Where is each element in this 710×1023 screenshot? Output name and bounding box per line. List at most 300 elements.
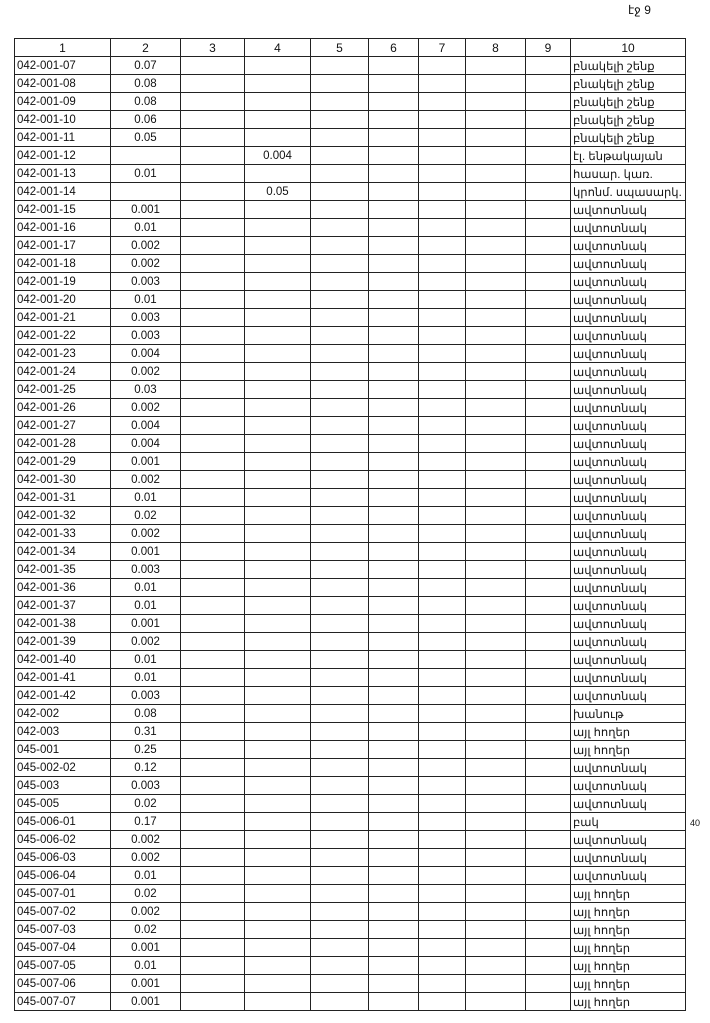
cell-col-9	[526, 687, 571, 705]
cell-col-7	[419, 975, 466, 993]
table-row	[15, 345, 686, 363]
cell-col-9	[526, 597, 571, 615]
cell-col-8	[466, 975, 526, 993]
cell-col-8	[466, 255, 526, 273]
cell-col-3	[181, 201, 245, 219]
cell-col-3	[181, 129, 245, 147]
cell-col-3	[181, 111, 245, 129]
cell-col-2: 0.12	[111, 759, 181, 777]
cell-col-1: 045-006-02	[15, 831, 111, 849]
land-table	[14, 38, 686, 1011]
cell-col-6	[369, 741, 419, 759]
cell-col-7	[419, 345, 466, 363]
cell-col-6	[369, 633, 419, 651]
cell-col-5	[311, 471, 369, 489]
cell-col-1: 045-007-06	[15, 975, 111, 993]
cell-col-3	[181, 183, 245, 201]
cell-col-8	[466, 75, 526, 93]
table-row	[15, 399, 686, 417]
cell-col-2: 0.004	[111, 435, 181, 453]
cell-col-7	[419, 237, 466, 255]
table-row	[15, 363, 686, 381]
column-header-7: 7	[419, 39, 466, 57]
cell-col-8	[466, 579, 526, 597]
cell-col-3	[181, 867, 245, 885]
cell-col-5	[311, 183, 369, 201]
cell-col-5	[311, 399, 369, 417]
column-header-6: 6	[369, 39, 419, 57]
cell-col-7	[419, 525, 466, 543]
cell-col-7	[419, 867, 466, 885]
column-header-4: 4	[245, 39, 311, 57]
cell-col-3	[181, 669, 245, 687]
cell-col-1: 042-001-24	[15, 363, 111, 381]
cell-col-4	[245, 831, 311, 849]
cell-col-10: ավտոտնակ	[571, 507, 686, 525]
cell-col-5	[311, 777, 369, 795]
cell-col-3	[181, 849, 245, 867]
cell-col-1: 042-001-25	[15, 381, 111, 399]
cell-col-1: 042-001-21	[15, 309, 111, 327]
cell-col-3	[181, 543, 245, 561]
cell-col-5	[311, 795, 369, 813]
cell-col-3	[181, 597, 245, 615]
cell-col-5	[311, 237, 369, 255]
cell-col-7	[419, 705, 466, 723]
table-row	[15, 507, 686, 525]
cell-col-8	[466, 759, 526, 777]
cell-col-9	[526, 705, 571, 723]
cell-col-4	[245, 489, 311, 507]
cell-col-2: 0.004	[111, 417, 181, 435]
cell-col-8	[466, 435, 526, 453]
cell-col-3	[181, 903, 245, 921]
cell-col-5	[311, 129, 369, 147]
cell-col-8	[466, 993, 526, 1011]
cell-col-4	[245, 543, 311, 561]
cell-col-9	[526, 651, 571, 669]
cell-col-4	[245, 993, 311, 1011]
cell-col-3	[181, 489, 245, 507]
cell-col-8	[466, 885, 526, 903]
cell-col-5	[311, 561, 369, 579]
cell-col-10: ավտոտնակ	[571, 327, 686, 345]
cell-col-1: 045-007-03	[15, 921, 111, 939]
cell-col-1: 042-001-22	[15, 327, 111, 345]
cell-col-4	[245, 435, 311, 453]
cell-col-5	[311, 507, 369, 525]
cell-col-2: 0.001	[111, 939, 181, 957]
cell-col-9	[526, 93, 571, 111]
cell-col-1: 045-006-04	[15, 867, 111, 885]
cell-col-5	[311, 291, 369, 309]
cell-col-7	[419, 93, 466, 111]
cell-col-3	[181, 561, 245, 579]
cell-col-10: էլ. ենթակայան	[571, 147, 686, 165]
table-row	[15, 453, 686, 471]
cell-col-3	[181, 975, 245, 993]
cell-col-10: ավտոտնակ	[571, 849, 686, 867]
cell-col-3	[181, 723, 245, 741]
cell-col-6	[369, 849, 419, 867]
cell-col-2: 0.004	[111, 345, 181, 363]
cell-col-3	[181, 363, 245, 381]
table-row	[15, 201, 686, 219]
cell-col-5	[311, 165, 369, 183]
cell-col-5	[311, 615, 369, 633]
cell-col-7	[419, 939, 466, 957]
table-row	[15, 237, 686, 255]
cell-col-5	[311, 885, 369, 903]
cell-col-2: 0.001	[111, 453, 181, 471]
cell-col-4	[245, 705, 311, 723]
cell-col-9	[526, 111, 571, 129]
cell-col-6	[369, 615, 419, 633]
cell-col-7	[419, 885, 466, 903]
cell-col-4	[245, 759, 311, 777]
cell-col-10: բնակելի շենք	[571, 129, 686, 147]
cell-col-2: 0.25	[111, 741, 181, 759]
table-row	[15, 435, 686, 453]
cell-col-7	[419, 363, 466, 381]
cell-col-4	[245, 579, 311, 597]
cell-col-2: 0.01	[111, 597, 181, 615]
table-row	[15, 93, 686, 111]
cell-col-4: 0.05	[245, 183, 311, 201]
cell-col-1: 042-001-19	[15, 273, 111, 291]
cell-col-3	[181, 795, 245, 813]
cell-col-5	[311, 993, 369, 1011]
cell-col-5	[311, 435, 369, 453]
cell-col-3	[181, 93, 245, 111]
cell-col-4	[245, 471, 311, 489]
cell-col-5	[311, 579, 369, 597]
cell-col-7	[419, 687, 466, 705]
cell-col-10: ավտոտնակ	[571, 615, 686, 633]
cell-col-2: 0.003	[111, 327, 181, 345]
cell-col-6	[369, 651, 419, 669]
cell-col-8	[466, 345, 526, 363]
cell-col-5	[311, 903, 369, 921]
cell-col-4	[245, 129, 311, 147]
cell-col-5	[311, 57, 369, 75]
cell-col-10: ավտոտնակ	[571, 525, 686, 543]
cell-col-8	[466, 903, 526, 921]
cell-col-8	[466, 957, 526, 975]
cell-col-7	[419, 111, 466, 129]
table-row	[15, 525, 686, 543]
cell-col-8	[466, 813, 526, 831]
cell-col-8	[466, 129, 526, 147]
table-row	[15, 885, 686, 903]
cell-col-2: 0.01	[111, 291, 181, 309]
cell-col-10: ավտոտնակ	[571, 633, 686, 651]
cell-col-4	[245, 309, 311, 327]
cell-col-6	[369, 831, 419, 849]
cell-col-9	[526, 615, 571, 633]
cell-col-4	[245, 939, 311, 957]
cell-col-1: 042-001-10	[15, 111, 111, 129]
cell-col-7	[419, 561, 466, 579]
cell-col-6	[369, 417, 419, 435]
cell-col-4	[245, 57, 311, 75]
header-row	[15, 39, 686, 57]
cell-col-2: 0.001	[111, 615, 181, 633]
cell-col-1: 045-006-01	[15, 813, 111, 831]
cell-col-1: 042-001-12	[15, 147, 111, 165]
cell-col-10: ավտոտնակ	[571, 453, 686, 471]
table-row	[15, 921, 686, 939]
cell-col-8	[466, 723, 526, 741]
cell-col-5	[311, 417, 369, 435]
cell-col-1: 045-002-02	[15, 759, 111, 777]
cell-col-9	[526, 939, 571, 957]
cell-col-9	[526, 957, 571, 975]
cell-col-6	[369, 777, 419, 795]
cell-col-2: 0.02	[111, 885, 181, 903]
cell-col-7	[419, 597, 466, 615]
cell-col-7	[419, 777, 466, 795]
cell-col-3	[181, 939, 245, 957]
cell-col-10: ավտոտնակ	[571, 777, 686, 795]
table-row	[15, 75, 686, 93]
cell-col-9	[526, 489, 571, 507]
cell-col-2: 0.08	[111, 75, 181, 93]
cell-col-5	[311, 741, 369, 759]
cell-col-4	[245, 453, 311, 471]
cell-col-8	[466, 525, 526, 543]
cell-col-7	[419, 183, 466, 201]
cell-col-1: 042-001-28	[15, 435, 111, 453]
cell-col-2: 0.01	[111, 579, 181, 597]
cell-col-10: այլ հողեր	[571, 723, 686, 741]
cell-col-8	[466, 615, 526, 633]
cell-col-10: բնակելի շենք	[571, 75, 686, 93]
cell-col-4	[245, 75, 311, 93]
cell-col-7	[419, 993, 466, 1011]
cell-col-10: բնակելի շենք	[571, 93, 686, 111]
cell-col-6	[369, 921, 419, 939]
cell-col-9	[526, 561, 571, 579]
cell-col-10: ավտոտնակ	[571, 831, 686, 849]
cell-col-5	[311, 867, 369, 885]
cell-col-2: 0.001	[111, 201, 181, 219]
cell-col-3	[181, 345, 245, 363]
cell-col-4	[245, 201, 311, 219]
cell-col-7	[419, 57, 466, 75]
cell-col-4	[245, 273, 311, 291]
cell-col-6	[369, 885, 419, 903]
cell-col-10: բակ	[571, 813, 686, 831]
cell-col-6	[369, 147, 419, 165]
cell-col-7	[419, 741, 466, 759]
cell-col-5	[311, 489, 369, 507]
cell-col-1: 045-006-03	[15, 849, 111, 867]
cell-col-8	[466, 201, 526, 219]
cell-col-9	[526, 147, 571, 165]
cell-col-7	[419, 633, 466, 651]
cell-col-5	[311, 363, 369, 381]
table-row	[15, 579, 686, 597]
cell-col-3	[181, 237, 245, 255]
cell-col-9	[526, 237, 571, 255]
cell-col-10: ավտոտնակ	[571, 237, 686, 255]
table-row	[15, 291, 686, 309]
cell-col-10: այլ հողեր	[571, 921, 686, 939]
cell-col-6	[369, 165, 419, 183]
cell-col-9	[526, 633, 571, 651]
cell-col-2: 0.001	[111, 993, 181, 1011]
cell-col-3	[181, 579, 245, 597]
table-row	[15, 597, 686, 615]
cell-col-7	[419, 147, 466, 165]
cell-col-6	[369, 579, 419, 597]
cell-col-1: 042-001-20	[15, 291, 111, 309]
cell-col-9	[526, 507, 571, 525]
cell-col-10: այլ հողեր	[571, 993, 686, 1011]
cell-col-2: 0.01	[111, 219, 181, 237]
table-row	[15, 489, 686, 507]
cell-col-1: 042-001-09	[15, 93, 111, 111]
cell-col-9	[526, 129, 571, 147]
table-row	[15, 381, 686, 399]
cell-col-9	[526, 723, 571, 741]
cell-col-9	[526, 777, 571, 795]
cell-col-3	[181, 615, 245, 633]
cell-col-3	[181, 255, 245, 273]
cell-col-10: այլ հողեր	[571, 975, 686, 993]
cell-col-4	[245, 669, 311, 687]
cell-col-1: 042-001-30	[15, 471, 111, 489]
cell-col-6	[369, 669, 419, 687]
cell-col-7	[419, 921, 466, 939]
cell-col-10: ավտոտնակ	[571, 435, 686, 453]
cell-col-3	[181, 957, 245, 975]
table-row	[15, 543, 686, 561]
cell-col-9	[526, 399, 571, 417]
cell-col-10: ավտոտնակ	[571, 651, 686, 669]
cell-col-10: ավտոտնակ	[571, 687, 686, 705]
cell-col-3	[181, 507, 245, 525]
cell-col-5	[311, 381, 369, 399]
cell-col-9	[526, 921, 571, 939]
cell-col-8	[466, 741, 526, 759]
cell-col-6	[369, 435, 419, 453]
cell-col-3	[181, 381, 245, 399]
cell-col-1: 042-001-26	[15, 399, 111, 417]
cell-col-7	[419, 471, 466, 489]
cell-col-9	[526, 885, 571, 903]
cell-col-6	[369, 453, 419, 471]
cell-col-3	[181, 777, 245, 795]
table-row	[15, 939, 686, 957]
cell-col-4	[245, 921, 311, 939]
cell-col-9	[526, 273, 571, 291]
table-row	[15, 741, 686, 759]
cell-col-5	[311, 957, 369, 975]
table-row	[15, 705, 686, 723]
cell-col-10: այլ հողեր	[571, 903, 686, 921]
cell-col-2: 0.002	[111, 237, 181, 255]
cell-col-6	[369, 813, 419, 831]
cell-col-6	[369, 399, 419, 417]
table-row	[15, 831, 686, 849]
cell-col-8	[466, 705, 526, 723]
cell-col-3	[181, 705, 245, 723]
cell-col-2: 0.002	[111, 471, 181, 489]
cell-col-5	[311, 345, 369, 363]
cell-col-7	[419, 399, 466, 417]
cell-col-1: 042-001-42	[15, 687, 111, 705]
cell-col-4	[245, 561, 311, 579]
cell-col-5	[311, 849, 369, 867]
cell-col-6	[369, 687, 419, 705]
cell-col-8	[466, 867, 526, 885]
cell-col-5	[311, 687, 369, 705]
cell-col-7	[419, 255, 466, 273]
cell-col-3	[181, 291, 245, 309]
cell-col-7	[419, 831, 466, 849]
cell-col-2: 0.003	[111, 273, 181, 291]
cell-col-6	[369, 75, 419, 93]
cell-col-7	[419, 903, 466, 921]
cell-col-2: 0.01	[111, 669, 181, 687]
cell-col-6	[369, 219, 419, 237]
cell-col-1: 042-001-37	[15, 597, 111, 615]
cell-col-3	[181, 993, 245, 1011]
cell-col-10: ավտոտնակ	[571, 471, 686, 489]
cell-col-3	[181, 75, 245, 93]
table-row	[15, 417, 686, 435]
cell-col-10: կրոնմ. սպասարկ.	[571, 183, 686, 201]
cell-col-3	[181, 435, 245, 453]
cell-col-7	[419, 615, 466, 633]
cell-col-2: 0.01	[111, 957, 181, 975]
cell-col-4	[245, 507, 311, 525]
cell-col-2: 0.002	[111, 903, 181, 921]
cell-col-9	[526, 363, 571, 381]
cell-col-9	[526, 525, 571, 543]
cell-col-2: 0.07	[111, 57, 181, 75]
cell-col-6	[369, 975, 419, 993]
cell-col-1: 045-007-01	[15, 885, 111, 903]
cell-col-5	[311, 93, 369, 111]
cell-col-5	[311, 759, 369, 777]
table-row	[15, 471, 686, 489]
cell-col-10: ավտոտնակ	[571, 759, 686, 777]
cell-col-6	[369, 345, 419, 363]
cell-col-9	[526, 75, 571, 93]
cell-col-10: այլ հողեր	[571, 957, 686, 975]
cell-col-7	[419, 849, 466, 867]
cell-col-8	[466, 363, 526, 381]
cell-col-5	[311, 111, 369, 129]
cell-col-1: 042-001-14	[15, 183, 111, 201]
table-row	[15, 147, 686, 165]
cell-col-6	[369, 183, 419, 201]
table-row	[15, 795, 686, 813]
cell-col-7	[419, 435, 466, 453]
cell-col-10: ավտոտնակ	[571, 597, 686, 615]
cell-col-4	[245, 885, 311, 903]
cell-col-9	[526, 741, 571, 759]
table-row	[15, 993, 686, 1011]
cell-col-4	[245, 723, 311, 741]
cell-col-9	[526, 867, 571, 885]
cell-col-4	[245, 165, 311, 183]
cell-col-8	[466, 417, 526, 435]
cell-col-9	[526, 417, 571, 435]
